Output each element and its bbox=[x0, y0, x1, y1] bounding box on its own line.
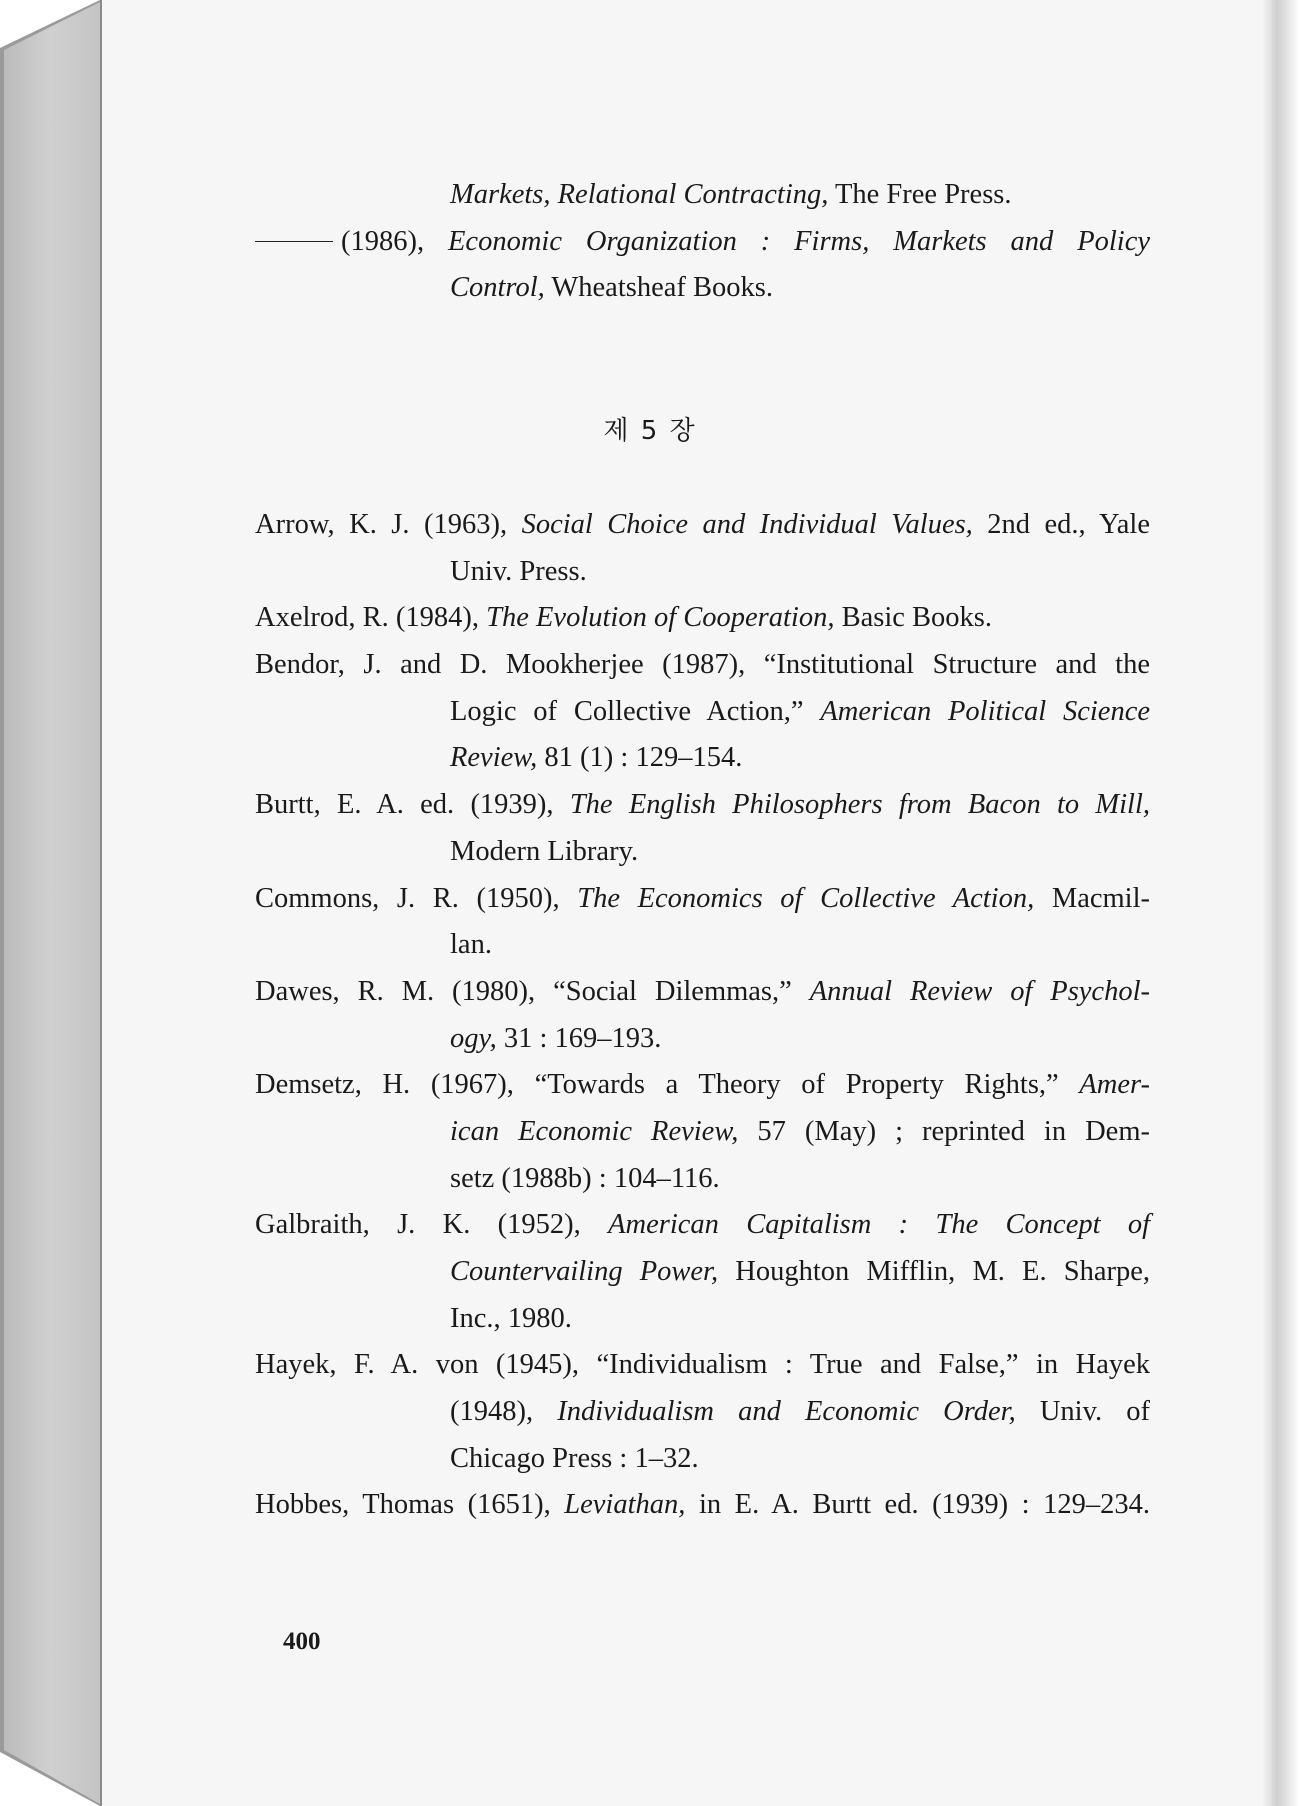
reference-line bbox=[255, 219, 1150, 266]
reference-line bbox=[255, 172, 1150, 219]
reference-text: in E. A. Burtt ed. (1939) : 129–234. bbox=[685, 1489, 1150, 1521]
reference-text: Macmil- bbox=[1034, 882, 1150, 914]
reference-text: Demsetz, H. (1967), “Towards a Theory of Property Rights,” bbox=[255, 1069, 1080, 1101]
reference-entry bbox=[255, 1482, 1150, 1529]
reference-text: The English Philosophers from Bacon to Mill, bbox=[569, 789, 1150, 821]
book-spine bbox=[0, 0, 100, 1806]
reference-text: Axelrod, R. (1984), bbox=[255, 602, 487, 634]
reference-continuation bbox=[255, 922, 1150, 969]
reference-continuation bbox=[255, 1249, 1150, 1296]
reference-text: Review, bbox=[450, 742, 538, 774]
reference-entry bbox=[255, 1342, 1150, 1389]
reference-text: Univ. Press. bbox=[450, 555, 587, 587]
reference-entry bbox=[255, 1202, 1150, 1249]
reference-continuation bbox=[255, 829, 1150, 876]
reference-text: The Evolution of Cooperation, bbox=[486, 602, 835, 634]
reference-text: Galbraith, J. K. (1952), bbox=[255, 1209, 609, 1241]
reference-line bbox=[255, 265, 1150, 312]
reference-text: Social Choice and Individual Values, bbox=[521, 509, 973, 540]
reference-text: Hayek, F. A. von (1945), “Individualism : True and False,” in Hayek bbox=[255, 1349, 1150, 1381]
reference-publisher: The Free Press. bbox=[828, 179, 1012, 210]
reference-text: Annual Review of Psychol- bbox=[809, 975, 1150, 1007]
reference-text: Leviathan, bbox=[564, 1489, 686, 1521]
reference-text: ogy, bbox=[450, 1022, 497, 1054]
reference-entry bbox=[255, 502, 1150, 549]
reference-text: (1948), bbox=[450, 1396, 558, 1428]
reference-text: Logic of Collective Action,” bbox=[450, 695, 821, 727]
reference-entry bbox=[255, 595, 1150, 642]
reference-title: Markets, Relational Contracting, bbox=[450, 179, 829, 210]
page-number: 400 bbox=[283, 1628, 321, 1655]
reference-continuation bbox=[255, 1109, 1150, 1156]
reference-text: Individualism and Economic Order, bbox=[557, 1396, 1016, 1428]
reference-title: Control, bbox=[450, 272, 545, 304]
reference-text: Inc., 1980. bbox=[450, 1302, 572, 1334]
reference-continuation bbox=[255, 1156, 1150, 1203]
reference-entry bbox=[255, 1062, 1150, 1109]
reference-text: Amer- bbox=[1079, 1069, 1150, 1101]
reference-text: Bendor, J. and D. Mookherjee (1987), “Institutional Structure and the bbox=[255, 649, 1150, 681]
reference-text: 2nd ed., Yale bbox=[972, 509, 1150, 540]
reference-text: American Capitalism : The Concept of bbox=[608, 1209, 1151, 1241]
reference-continuation bbox=[255, 1296, 1150, 1343]
chapter-heading: 제 5 장 bbox=[603, 416, 697, 446]
reference-text: Hobbes, Thomas (1651), bbox=[255, 1489, 565, 1521]
reference-text: Arrow, K. J. (1963), bbox=[255, 509, 522, 540]
reference-continuation bbox=[255, 1436, 1150, 1483]
reference-text: ican Economic Review, bbox=[450, 1115, 739, 1147]
reference-text: Univ. of bbox=[1015, 1396, 1150, 1428]
reference-continuation bbox=[255, 1016, 1150, 1063]
reference-entry bbox=[255, 782, 1150, 829]
reference-entry bbox=[255, 642, 1150, 689]
reference-continuation bbox=[255, 1389, 1150, 1436]
reference-text: Houghton Mifflin, M. E. Sharpe, bbox=[718, 1256, 1150, 1287]
reference-text: 31 : 169–193. bbox=[496, 1022, 662, 1054]
reference-text: 81 (1) : 129–154. bbox=[537, 742, 743, 774]
page-edge-shadow bbox=[1262, 0, 1300, 1806]
reference-text: The Economics of Collective Action, bbox=[577, 882, 1035, 914]
reference-text: Dawes, R. M. (1980), “Social Dilemmas,” bbox=[255, 975, 810, 1007]
reference-continuation bbox=[255, 689, 1150, 736]
reference-entry bbox=[255, 969, 1150, 1016]
reference-entry bbox=[255, 876, 1150, 923]
reference-text: setz (1988b) : 104–116. bbox=[450, 1162, 720, 1194]
reference-publisher: Wheatsheaf Books. bbox=[544, 272, 773, 304]
reference-title: Economic Organization : Firms, Markets and Policy bbox=[448, 225, 1151, 257]
reference-text: Basic Books. bbox=[834, 602, 993, 634]
reference-text: Commons, J. R. (1950), bbox=[255, 882, 578, 914]
top-references bbox=[255, 172, 1150, 312]
reference-year: (1986), bbox=[341, 225, 449, 257]
reference-text: lan. bbox=[450, 929, 492, 961]
ditto-dash bbox=[255, 241, 333, 242]
reference-text: Burtt, E. A. ed. (1939), bbox=[255, 789, 570, 821]
reference-text: 57 (May) ; reprinted in Dem- bbox=[738, 1115, 1150, 1147]
reference-text: Countervailing Power, bbox=[450, 1256, 719, 1287]
reference-text: Chicago Press : 1–32. bbox=[450, 1442, 699, 1474]
reference-continuation bbox=[255, 735, 1150, 782]
reference-continuation bbox=[255, 549, 1150, 596]
reference-list bbox=[255, 502, 1150, 1529]
reference-text: American Political Science bbox=[820, 695, 1150, 727]
reference-text: Modern Library. bbox=[450, 835, 639, 867]
